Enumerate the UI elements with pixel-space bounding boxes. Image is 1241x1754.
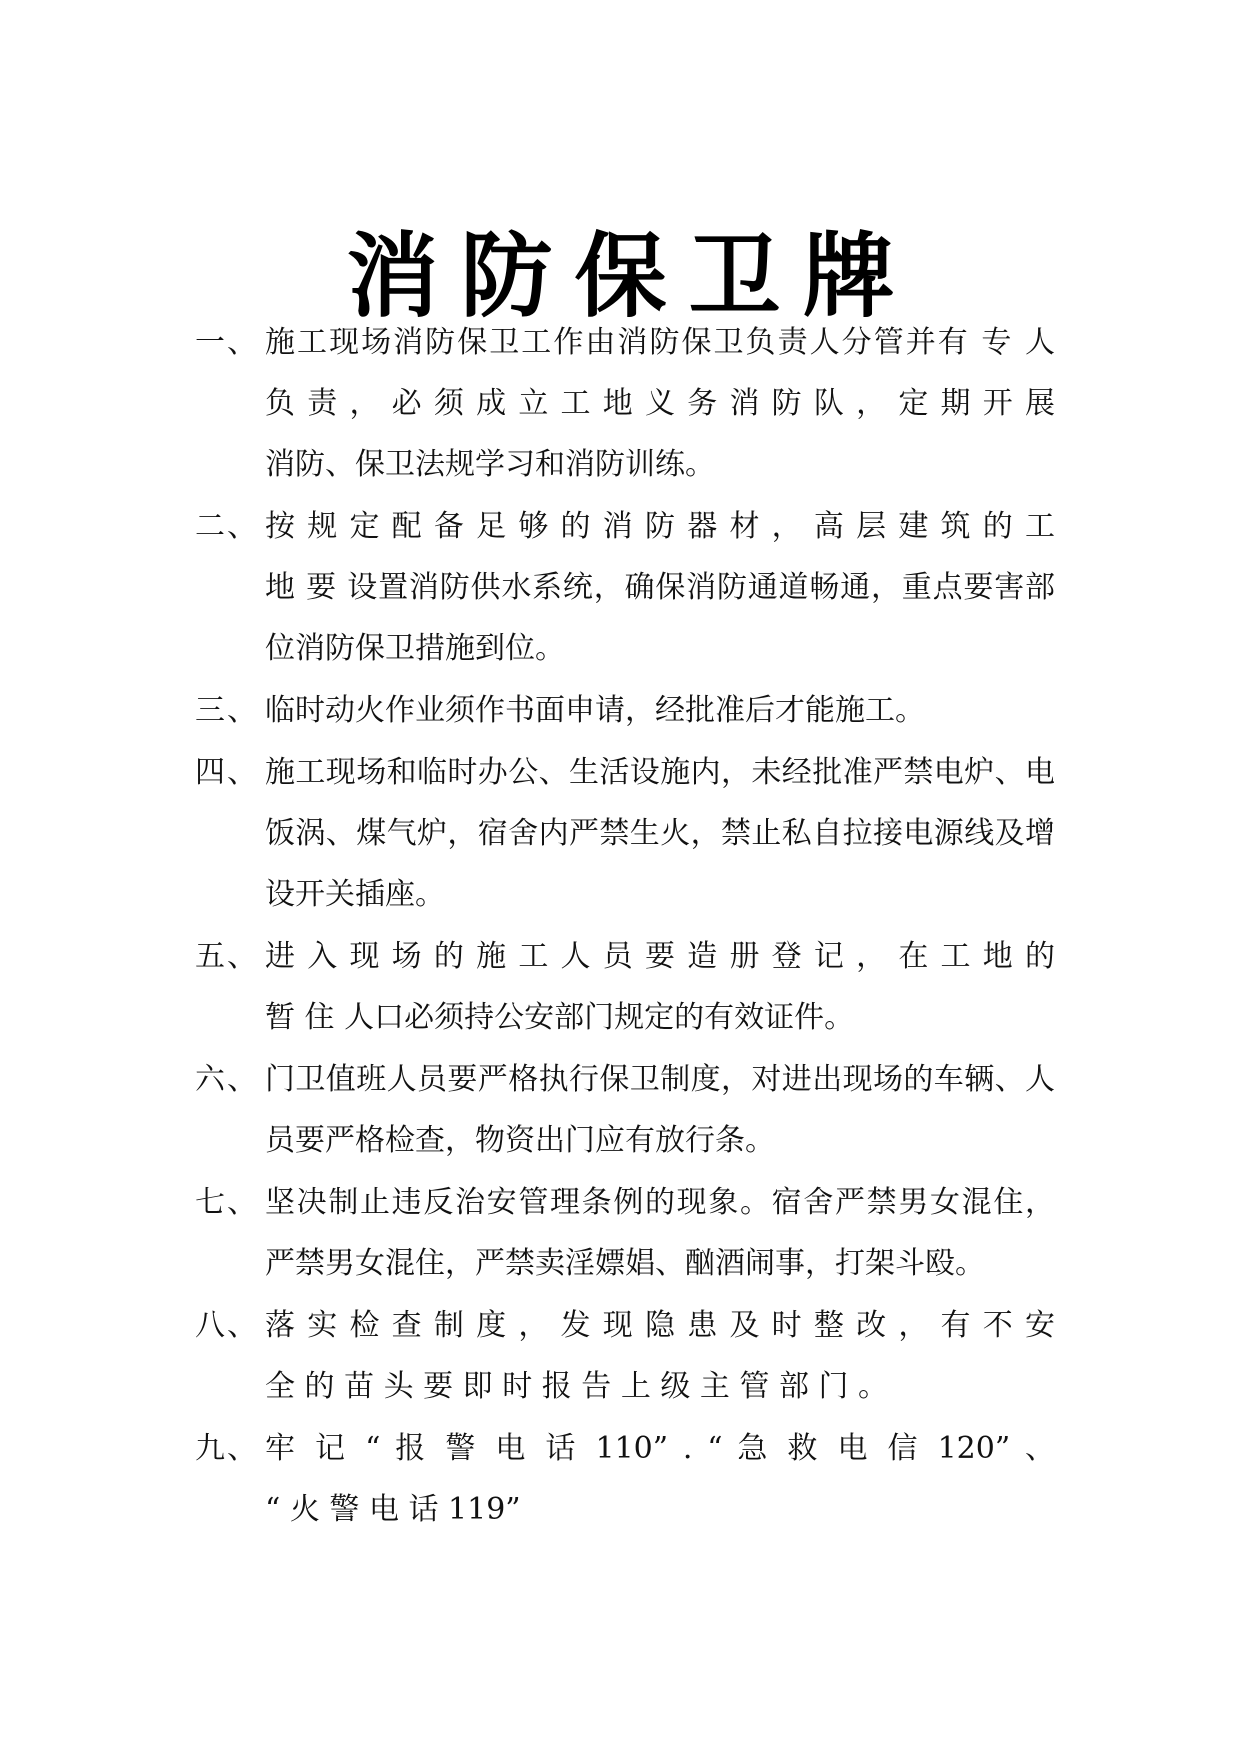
rule-body	[265, 742, 1055, 925]
rule-text-line: 施工现场消防保卫工作由消防保卫负责人分管并有 专 人	[265, 325, 1055, 360]
rule-body	[265, 496, 1055, 679]
rule-item	[195, 1418, 1055, 1540]
rule-number: 六、	[195, 1062, 259, 1097]
rule-text-line: 员要严格检查，物资出门应有放行条。	[265, 1123, 775, 1158]
rule-text-line: 饭涡、煤气炉，宿舍内严禁生火，禁止私自拉接电源线及增	[265, 816, 1055, 851]
rule-item	[195, 680, 1055, 741]
rule-number: 四、	[195, 755, 259, 790]
rule-body	[265, 1418, 1055, 1540]
rule-text-line: 消防、保卫法规学习和消防训练。	[265, 447, 715, 482]
rule-body	[265, 312, 1055, 495]
rule-item	[195, 1049, 1055, 1171]
rule-text-line: 落 实 检 查 制 度 ， 发 现 隐 患 及 时 整 改 ， 有 不 安	[265, 1308, 1055, 1343]
rule-item	[195, 1295, 1055, 1417]
rule-item	[195, 312, 1055, 495]
rule-text-line: 严禁男女混住，严禁卖淫嫖娼、酗酒闹事，打架斗殴。	[265, 1246, 985, 1281]
rule-item	[195, 496, 1055, 679]
rule-body	[265, 1049, 1055, 1171]
rule-number: 五、	[195, 939, 259, 974]
rule-text-line: 按 规 定 配 备 足 够 的 消 防 器 材 ， 高 层 建 筑 的 工	[265, 509, 1055, 544]
rule-text-line: 负 责 ， 必 须 成 立 工 地 义 务 消 防 队 ， 定 期 开 展	[265, 386, 1055, 421]
rule-body	[265, 680, 1055, 741]
rule-text-line: 暂 住 人口必须持公安部门规定的有效证件。	[265, 1000, 855, 1035]
rule-number: 九、	[195, 1431, 259, 1466]
rule-body	[265, 926, 1055, 1048]
rule-text-line: 坚决制止违反治安管理条例的现象。宿舍严禁男女混住，	[265, 1185, 1055, 1220]
rule-number: 一、	[195, 325, 259, 360]
rule-text-line: 施工现场和临时办公、生活设施内，未经批准严禁电炉、电	[265, 755, 1055, 790]
rule-body	[265, 1295, 1055, 1417]
rule-text-line: 全 的 苗 头 要 即 时 报 告 上 级 主 管 部 门 。	[265, 1369, 889, 1404]
rule-text-line: 临时动火作业须作书面申请，经批准后才能施工。	[265, 693, 925, 728]
rule-text-line: 位消防保卫措施到位。	[265, 631, 565, 666]
rule-item	[195, 742, 1055, 925]
rule-item	[195, 1172, 1055, 1294]
rule-text-line: 进 入 现 场 的 施 工 人 员 要 造 册 登 记 ， 在 工 地 的	[265, 939, 1055, 974]
rule-number: 三、	[195, 693, 259, 728]
rules-list	[195, 312, 1055, 1541]
rule-text-line: “ 火 警 电 话 119”	[265, 1492, 521, 1527]
rule-number: 八、	[195, 1308, 259, 1343]
rule-number: 七、	[195, 1185, 259, 1220]
rule-text-line: 门卫值班人员要严格执行保卫制度，对进出现场的车辆、人	[265, 1062, 1055, 1097]
page-title: 消防保卫牌	[346, 222, 917, 330]
rule-text-line: 设开关插座。	[265, 877, 445, 912]
rule-item	[195, 926, 1055, 1048]
rule-text-line: 牢 记 “ 报 警 电 话 110” . “ 急 救 电 信 120” 、	[265, 1431, 1055, 1466]
rule-body	[265, 1172, 1055, 1294]
rule-number: 二、	[195, 509, 259, 544]
rule-text-line: 地 要 设置消防供水系统，确保消防通道畅通，重点要害部	[265, 570, 1055, 605]
